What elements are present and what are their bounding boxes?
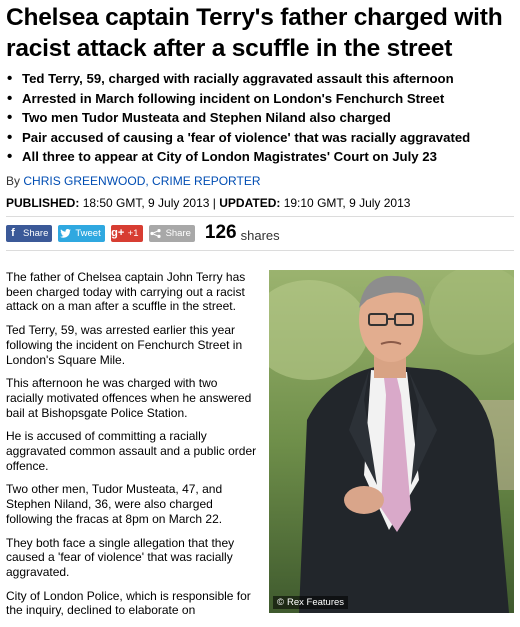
article-paragraph: Two other men, Tudor Musteata, 47, and Stephen Niland, 36, were also charged following the fracas at 8pm on March 22. [6, 482, 223, 526]
google-plus-label: +1 [127, 227, 139, 239]
author-link[interactable]: CHRIS GREENWOOD, CRIME REPORTER [23, 174, 261, 188]
photo-credit-text: Rex Features [287, 597, 345, 608]
summary-bullet: • Pair accused of causing a 'fear of violence' that was racially aggravated [6, 128, 514, 148]
facebook-share-label: Share [23, 227, 49, 239]
article-paragraph: He is accused of committing a racially aggravated common assault and a public order offence. [6, 429, 257, 473]
summary-bullets [6, 69, 514, 167]
share-count: 126 [204, 222, 237, 243]
date-separator: | [212, 196, 216, 210]
updated-date: 19:10 GMT, 9 July 2013 [283, 196, 411, 210]
photo-illustration [269, 270, 514, 613]
google-plus-button[interactable] [111, 225, 143, 242]
summary-bullet: • Ted Terry, 59, charged with racially aggravated assault this afternoon [6, 69, 514, 89]
summary-bullet: • Arrested in March following incident on London's Fenchurch Street [6, 89, 514, 109]
article-paragraph: Ted Terry, 59, was arrested earlier this year following the incident on Fenchurch Street in London's Square Mile. [6, 323, 243, 367]
summary-bullet: • Two men Tudor Musteata and Stephen Niland also charged [6, 108, 514, 128]
article-paragraph: The father of Chelsea captain John Terry has been charged today with carrying out a racist attack on a man after a scuffle in the street. [6, 270, 246, 314]
byline-prefix: By [6, 174, 21, 188]
facebook-share-button[interactable] [6, 225, 52, 242]
article-photo[interactable] [269, 270, 514, 613]
published-label: PUBLISHED: [6, 196, 80, 210]
published-date: 18:50 GMT, 9 July 2013 [82, 196, 210, 210]
article-body [6, 270, 258, 627]
twitter-share-button[interactable] [58, 225, 104, 242]
article-paragraph: This afternoon he was charged with two racially motivated offences when he answered bail at Bishopsgate Police Station. [6, 376, 252, 420]
divider-bottom [6, 250, 514, 251]
twitter-bird-icon [58, 225, 72, 242]
facebook-icon: f [11, 227, 15, 239]
article-paragraph: They both face a single allegation that they caused a 'fear of violence' that was racially aggravated. [6, 535, 235, 579]
article-paragraph: City of London Police, which is responsible for the inquiry, declined to elaborate on [6, 588, 251, 618]
photo-credit [273, 596, 348, 609]
article-headline: Chelsea captain Terry's father charged with racist attack after a scuffle in the street [6, 4, 503, 62]
google-plus-icon: g+ [111, 227, 125, 239]
generic-share-button[interactable] [149, 225, 195, 242]
twitter-share-label: Tweet [75, 227, 101, 239]
publish-dates [6, 196, 410, 210]
divider-top [6, 216, 514, 217]
byline [6, 174, 261, 188]
copyright-icon: © [277, 597, 284, 608]
updated-label: UPDATED: [219, 196, 281, 210]
summary-bullet: • All three to appear at City of London Magistrates' Court on July 23 [6, 147, 514, 167]
generic-share-label: Share [165, 227, 191, 239]
share-icon [149, 225, 163, 242]
share-count-label: shares [240, 227, 280, 243]
share-bar [6, 222, 280, 244]
